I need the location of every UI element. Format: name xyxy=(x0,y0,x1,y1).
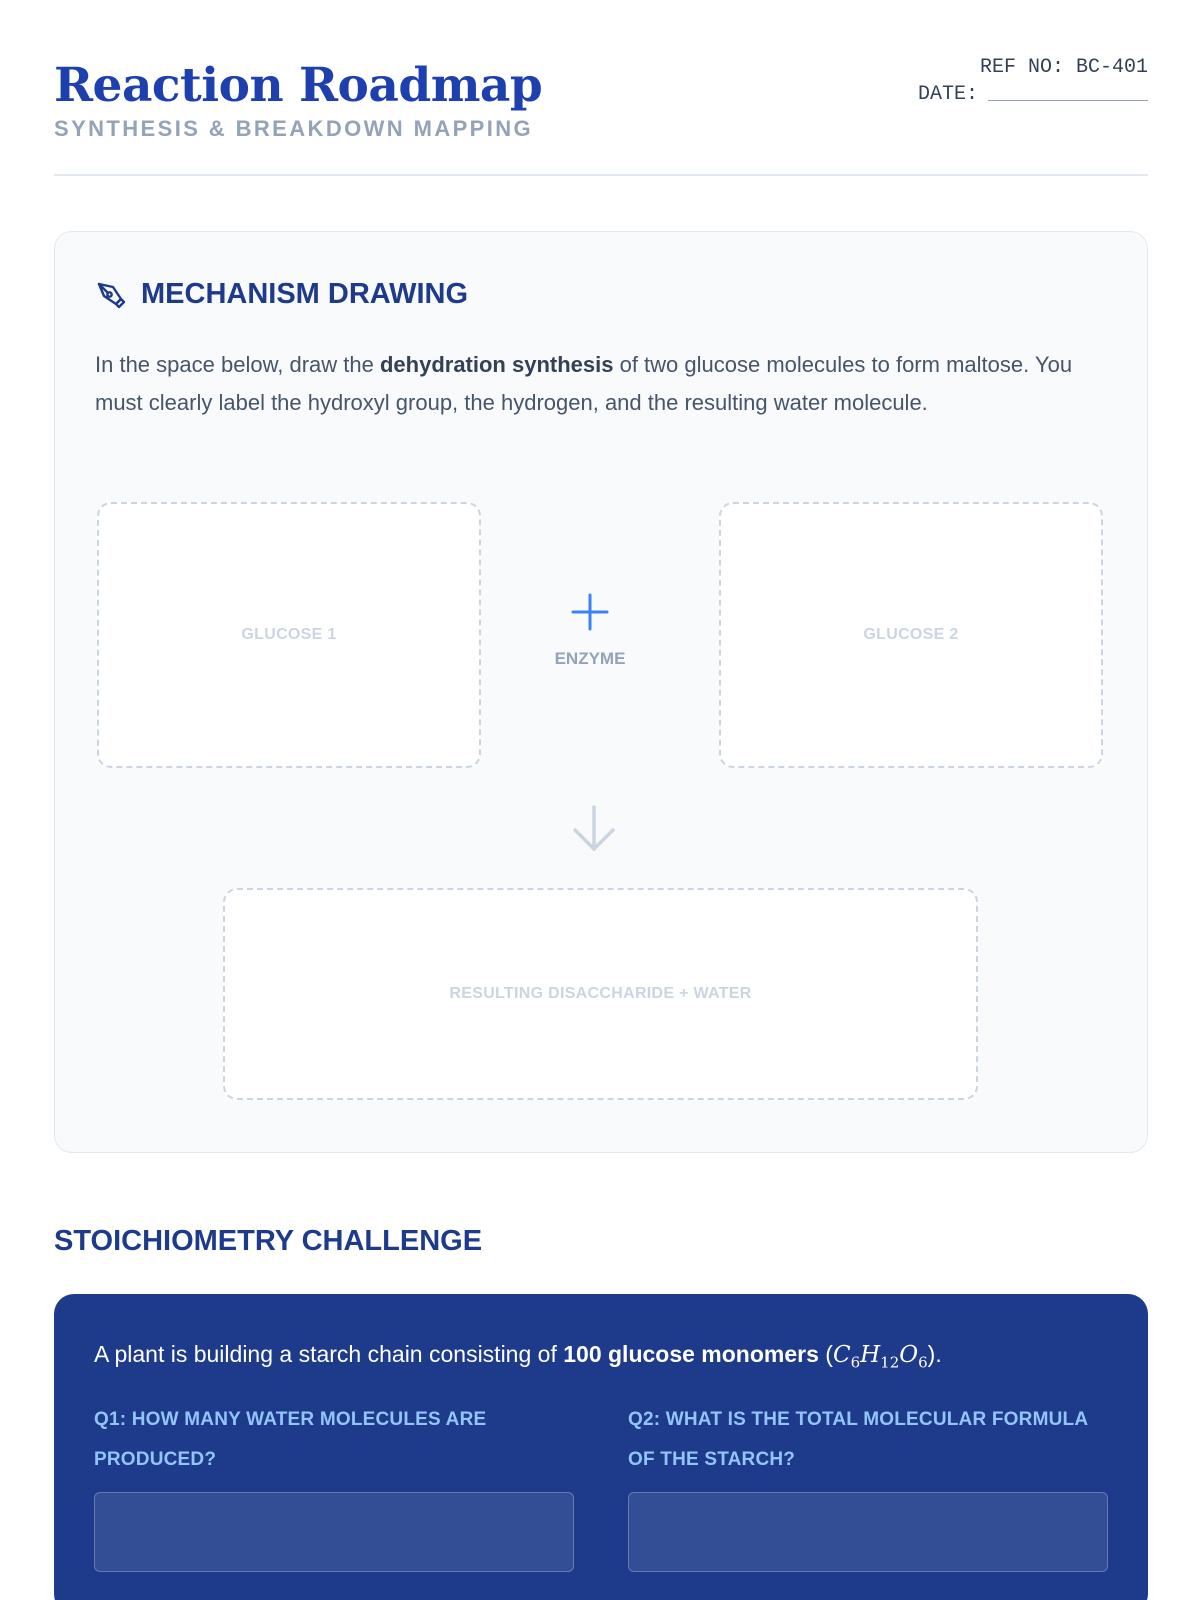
glucose-2-drawing-area[interactable]: GLUCOSE 2 xyxy=(719,502,1103,768)
page-subtitle: SYNTHESIS & BREAKDOWN MAPPING xyxy=(54,116,534,141)
page-title: Reaction Roadmap xyxy=(54,58,543,113)
stoichiometry-title: STOICHIOMETRY CHALLENGE xyxy=(54,1225,483,1257)
glucose-1-drawing-area[interactable]: GLUCOSE 1 xyxy=(97,502,481,768)
date-label: DATE: xyxy=(917,83,978,106)
question-2: Q2: WHAT IS THE TOTAL MOLECULAR FORMULA OF THE STARCH? xyxy=(628,1409,1088,1470)
date-field[interactable] xyxy=(988,87,1148,101)
mechanism-header xyxy=(95,276,468,312)
pen-nib-icon xyxy=(95,278,127,310)
answer-1-field[interactable] xyxy=(94,1492,574,1572)
reaction-connector xyxy=(525,592,655,669)
result-drawing-area[interactable]: RESULTING DISACCHARIDE + WATER xyxy=(223,888,978,1100)
mechanism-instructions: In the space below, draw the dehydration synthesis of two glucose molecules to form maltose. You must clearly label the hydroxyl group, the hydrogen, and the resulting water molecule. xyxy=(95,352,1073,415)
plus-icon xyxy=(570,592,610,632)
reference-number: REF NO: BC-401 xyxy=(979,56,1148,79)
enzyme-label: ENZYME xyxy=(554,649,626,668)
reference-block xyxy=(918,54,1148,108)
question-1: Q1: HOW MANY WATER MOLECULES ARE PRODUCED? xyxy=(94,1409,487,1470)
stoichiometry-card xyxy=(54,1294,1148,1600)
date-row xyxy=(918,81,1148,108)
answer-2-field[interactable] xyxy=(628,1492,1108,1572)
mechanism-card xyxy=(54,231,1148,1153)
glucose-formula: $C_6H_{12}O_6$ xyxy=(832,1342,928,1372)
mechanism-title: MECHANISM DRAWING xyxy=(141,277,469,310)
stoichiometry-prompt: A plant is building a starch chain consisting of 100 glucose monomers $(C_6H_{12}O_6)$. xyxy=(94,1341,942,1372)
page-header xyxy=(54,54,1148,176)
arrow-down-icon xyxy=(569,803,619,855)
